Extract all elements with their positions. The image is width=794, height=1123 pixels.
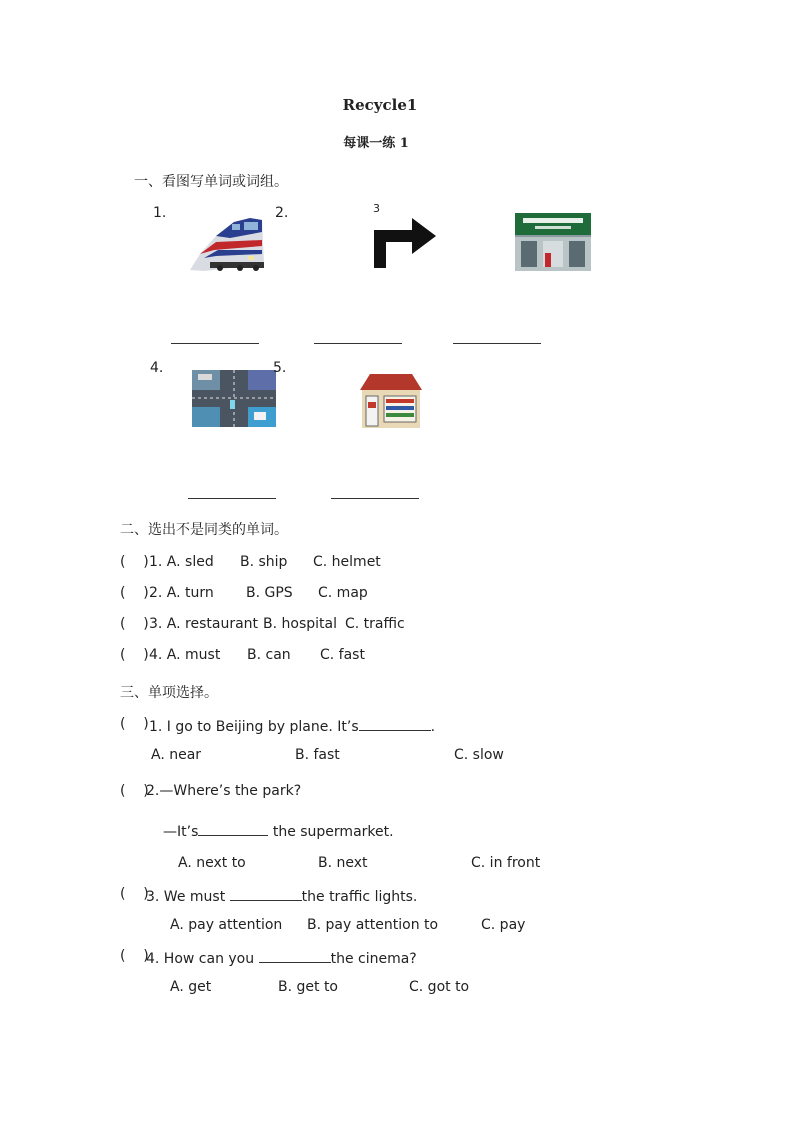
s3-q4-option-b: B. get to [278,979,338,995]
item-4-number: 4. [150,360,164,376]
s2-q1-c: C. helmet [313,554,381,570]
section1-heading: 一、看图写单词或词组。 [134,174,288,190]
s3-q2-stem: 2.—Where’s the park? [146,783,302,799]
china-post-office-icon [515,213,591,271]
item-3-number: 3 [373,202,380,215]
s2-q3-c: C. traffic [345,616,405,632]
s3-q2-line2: —It’s the supermarket. [163,821,394,840]
s2-q2-a: 2. A. turn [149,585,214,601]
section3-heading: 三、单项选择。 [120,685,218,701]
answer-line-3[interactable] [453,343,541,344]
s3-q3-option-c: C. pay [481,917,526,933]
page-title: Recycle1 [342,96,418,114]
s3-q1-option-c: C. slow [454,747,504,763]
answer-line-2[interactable] [314,343,402,344]
s2-q4-a: 4. A. must [149,647,221,663]
s2-q4-c: C. fast [320,647,365,663]
s3-q2-option-a: A. next to [178,855,246,871]
s2-q3-a: 3. A. restaurant [149,616,259,632]
bookstore-icon [360,372,422,428]
s3-q1-blank[interactable] [359,716,431,731]
s2-q2-paren[interactable]: ( ) [120,585,149,601]
s2-q1-a: 1. A. sled [149,554,214,570]
crossroads-icon [192,370,276,427]
s3-q4-option-a: A. get [170,979,212,995]
s3-q4-stem: 4. How can you the cinema? [146,948,417,967]
s3-q2-blank[interactable] [198,821,268,836]
s2-q1-paren[interactable]: ( ) [120,554,149,570]
s3-q3-blank[interactable] [230,886,302,901]
s3-q3-paren[interactable]: ( ) [120,886,149,902]
page-subtitle: 每课一练 1 [343,136,409,151]
answer-line-1[interactable] [171,343,259,344]
s3-q3-stem: 3. We must the traffic lights. [146,886,417,905]
section2-heading: 二、选出不是同类的单词。 [120,522,288,538]
s3-q2-option-c: C. in front [471,855,541,871]
s2-q3-b: B. hospital [263,616,337,632]
train-icon [190,210,266,272]
s3-q2-option-b: B. next [318,855,368,871]
s3-q2-paren[interactable]: ( ) [120,783,149,799]
s3-q4-paren[interactable]: ( ) [120,948,149,964]
answer-line-5[interactable] [331,498,419,499]
turn-right-arrow-icon [370,214,438,270]
item-2-number: 2. [275,205,289,221]
s3-q3-option-a: A. pay attention [170,917,283,933]
item-5-number: 5. [273,360,287,376]
s2-q1-b: B. ship [240,554,288,570]
s2-q2-c: C. map [318,585,368,601]
answer-line-4[interactable] [188,498,276,499]
s2-q4-b: B. can [247,647,291,663]
item-1-number: 1. [153,205,167,221]
s3-q1-option-a: A. near [151,747,202,763]
s3-q3-option-b: B. pay attention to [307,917,439,933]
s3-q4-blank[interactable] [259,948,331,963]
s3-q4-option-c: C. got to [409,979,470,995]
s3-q1-stem: 1. I go to Beijing by plane. It’s . [149,716,435,735]
s2-q2-b: B. GPS [246,585,293,601]
s2-q4-paren[interactable]: ( ) [120,647,149,663]
s3-q1-option-b: B. fast [295,747,340,763]
s2-q3-paren[interactable]: ( ) [120,616,149,632]
s3-q1-paren[interactable]: ( ) [120,716,149,732]
